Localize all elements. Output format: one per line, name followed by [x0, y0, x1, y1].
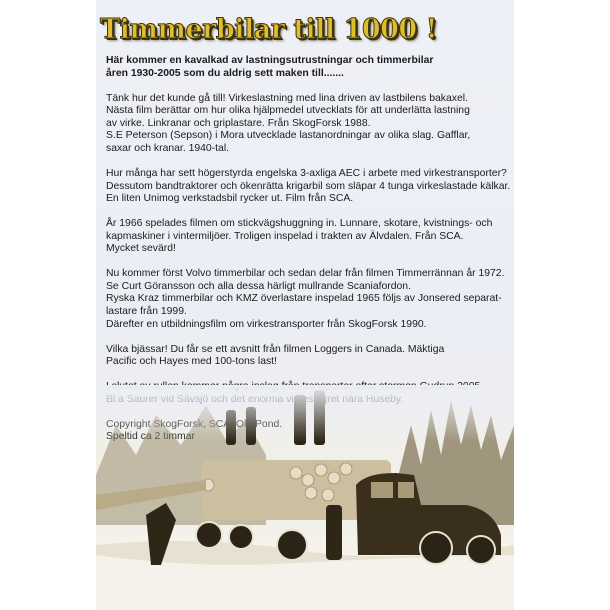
description-paragraph	[106, 344, 511, 369]
paragraph-line: Ryska Kraz timmerbilar och KMZ överlastare inspelad 1965 följs av Jonsered separat-	[106, 293, 502, 305]
sepia-photo	[96, 385, 514, 610]
dvd-back-cover	[96, 0, 514, 610]
paragraph-line: Dessutom bandtraktorer och ökenrätta krigarbil som släpar 4 tunga virkeslastade kälkar.	[106, 180, 511, 192]
paragraph-line: Nu kommer först Volvo timmerbilar och sedan delar från filmen Timmerrännan år 1972.	[106, 268, 505, 280]
paragraph-line: saxar och kranar. 1940-tal.	[106, 142, 230, 154]
paragraph-line: kapmaskiner i vintermiljöer. Troligen inspelad i trakten av Älvdalen. Från SCA.	[106, 230, 464, 242]
description-paragraph	[106, 168, 511, 206]
paragraph-line: År 1966 spelades filmen om stickvägshuggning in. Lunnare, skotare, kvistnings- och	[106, 218, 493, 230]
description-paragraph	[106, 93, 511, 156]
paragraph-line: Tänk hur det kunde gå till! Virkeslastning med lina driven av lastbilens bakaxel.	[106, 92, 468, 104]
paragraph-line: lastare från 1999.	[106, 306, 187, 318]
cover-title: Timmerbilar till 1000 !	[100, 14, 437, 45]
description-paragraph	[106, 218, 511, 256]
paragraph-line: Nästa film berättar om hur olika hjälpmedel utvecklats för att underlätta lastning	[106, 105, 470, 117]
paragraph-line: Se Curt Göransson och alla dessa härligt mullrande Scaniafordon.	[106, 280, 411, 292]
paragraph-line: Vilka bjässar! Du får se ett avsnitt från filmen Loggers in Canada. Mäktiga	[106, 343, 445, 355]
description-paragraph	[106, 268, 511, 331]
paragraph-line: S.E Peterson (Sepson) i Mora utvecklade lastanordningar av olika slag. Gafflar,	[106, 130, 471, 142]
paragraph-line: Därefter en utbildningsfilm om virkestransporter från SkogForsk 1990.	[106, 318, 427, 330]
paragraph-line: Pacific och Hayes med 100-tons last!	[106, 356, 277, 368]
paragraph-line: Mycket sevärd!	[106, 243, 176, 255]
paragraph-line: En liten Unimog verkstadsbil rycker ut. Film från SCA.	[106, 193, 354, 205]
paragraph-line: Hur många har sett högerstyrda engelska 3-axliga AEC i arbete med virkestransporter?	[106, 167, 507, 179]
paragraph-line: av virke. Linkranar och griplastare. Från SkogForsk 1988.	[106, 117, 371, 129]
intro-paragraph: Här kommer en kavalkad av lastningsutrustningar och timmerbilar åren 1930-2005 som du aldrig sett maken till.......	[106, 55, 434, 79]
